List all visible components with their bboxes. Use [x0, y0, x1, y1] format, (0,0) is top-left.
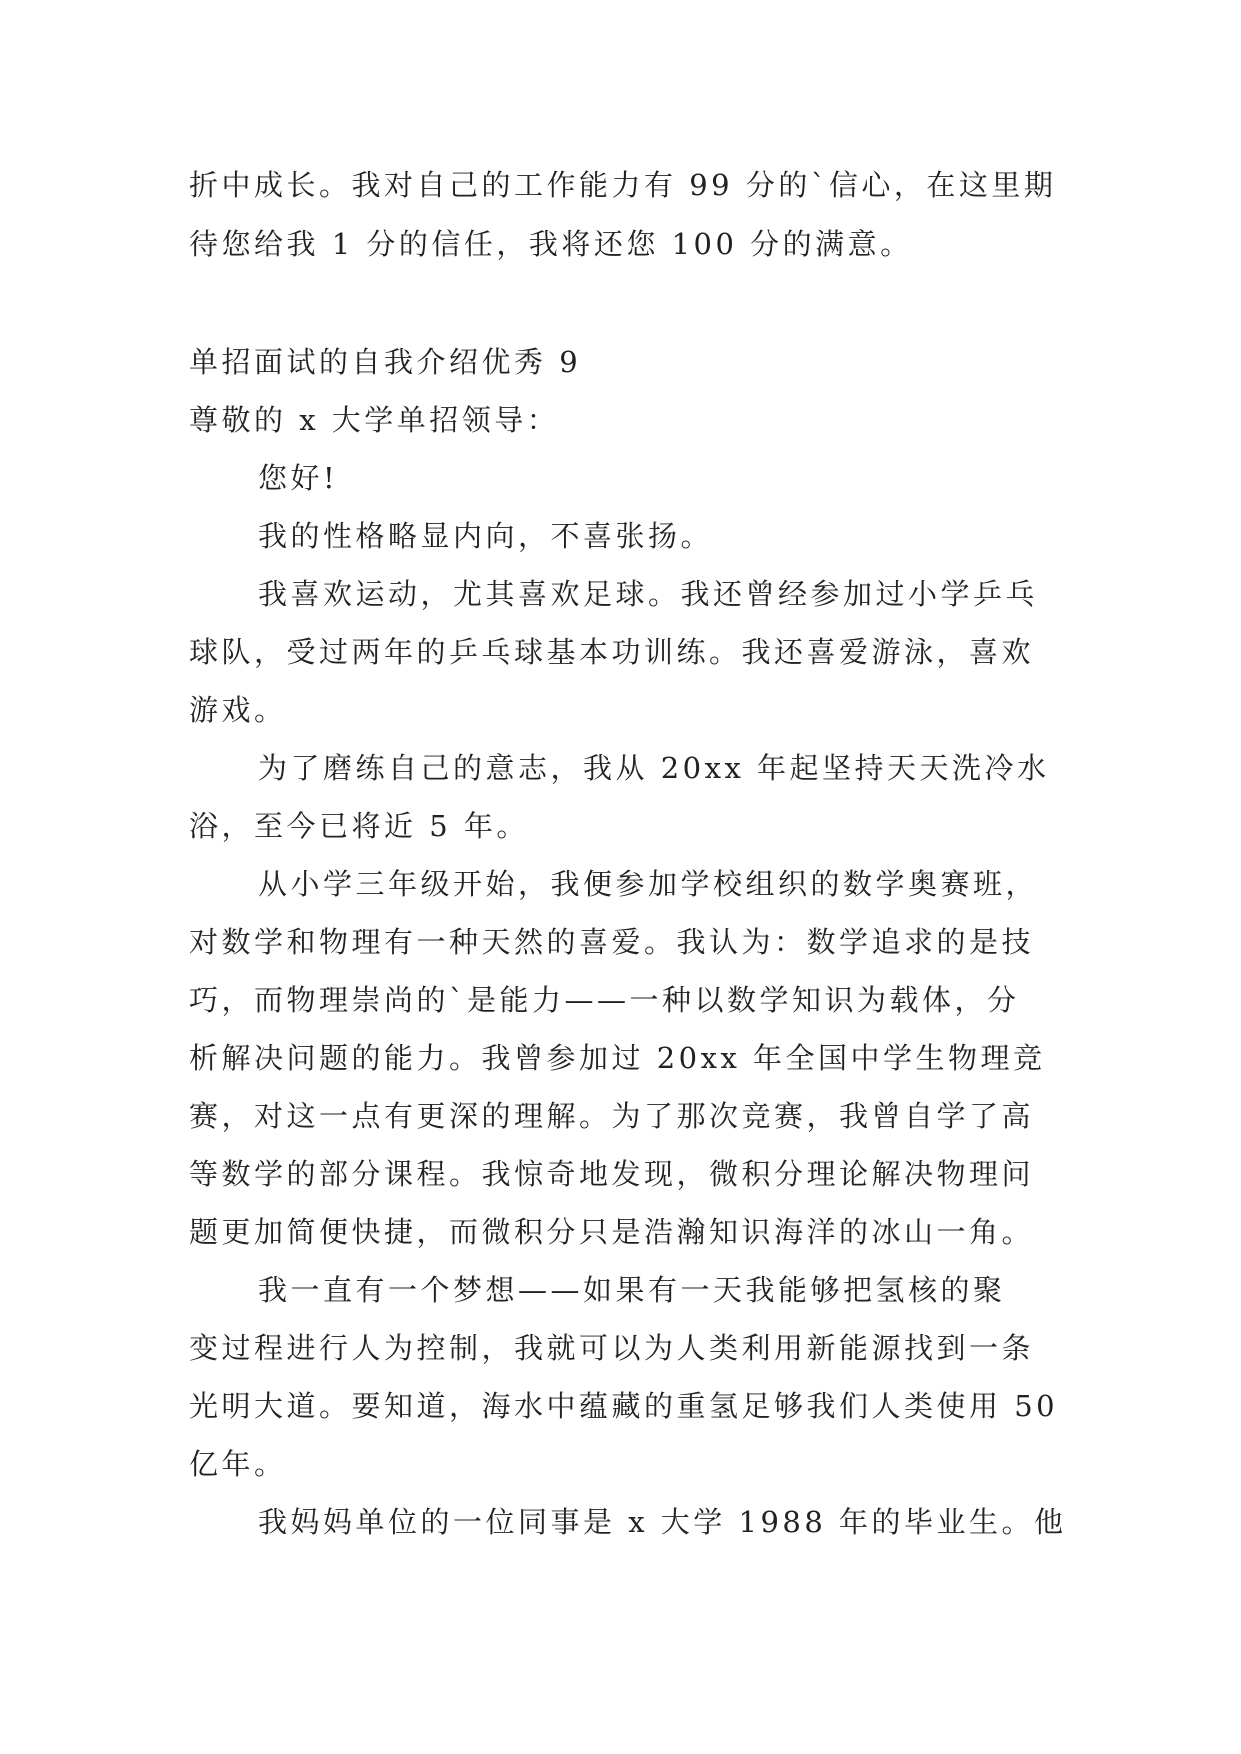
greeting: 您好! [258, 461, 339, 495]
paragraph-line: 题更加简便快捷，而微积分只是浩瀚知识海洋的冰山一角。 [189, 1215, 1035, 1249]
paragraph-line: 为了磨练自己的意志，我从 20xx 年起坚持天天洗冷水 [258, 751, 1050, 785]
paragraph-line: 赛，对这一点有更深的理解。为了那次竞赛，我曾自学了高 [189, 1099, 1035, 1133]
paragraph-line: 变过程进行人为控制，我就可以为人类利用新能源找到一条 [189, 1331, 1035, 1365]
paragraph-line: 游戏。 [189, 693, 287, 727]
paragraph-line: 等数学的部分课程。我惊奇地发现，微积分理论解决物理问 [189, 1157, 1035, 1191]
paragraph-line: 巧，而物理崇尚的`是能力——一种以数学知识为载体，分 [189, 983, 1020, 1017]
paragraph-line: 我的性格略显内向，不喜张扬。 [258, 519, 714, 553]
paragraph-line: 析解决问题的能力。我曾参加过 20xx 年全国中学生物理竞 [189, 1041, 1046, 1075]
paragraph-line: 对数学和物理有一种天然的喜爱。我认为：数学追求的是技 [189, 925, 1035, 959]
salutation: 尊敬的 x 大学单招领导： [189, 403, 560, 437]
section-title: 单招面试的自我介绍优秀 9 [189, 345, 582, 379]
paragraph-line: 我喜欢运动，尤其喜欢足球。我还曾经参加过小学乒乓 [258, 577, 1039, 611]
paragraph-line: 我一直有一个梦想——如果有一天我能够把氢核的聚 [258, 1273, 1006, 1307]
paragraph-line: 从小学三年级开始，我便参加学校组织的数学奥赛班， [258, 867, 1039, 901]
text-line: 待您给我 1 分的信任，我将还您 100 分的满意。 [189, 227, 913, 261]
paragraph-line: 亿年。 [189, 1447, 287, 1481]
paragraph-line: 我妈妈单位的一位同事是 x 大学 1988 年的毕业生。他 [258, 1505, 1067, 1539]
paragraph-line: 球队，受过两年的乒乓球基本功训练。我还喜爱游泳，喜欢 [189, 635, 1035, 669]
paragraph-line: 光明大道。要知道，海水中蕴藏的重氢足够我们人类使用 50 [189, 1389, 1059, 1423]
text-line: 折中成长。我对自己的工作能力有 99 分的`信心，在这里期 [189, 168, 1057, 202]
paragraph-line: 浴，至今已将近 5 年。 [189, 809, 529, 843]
